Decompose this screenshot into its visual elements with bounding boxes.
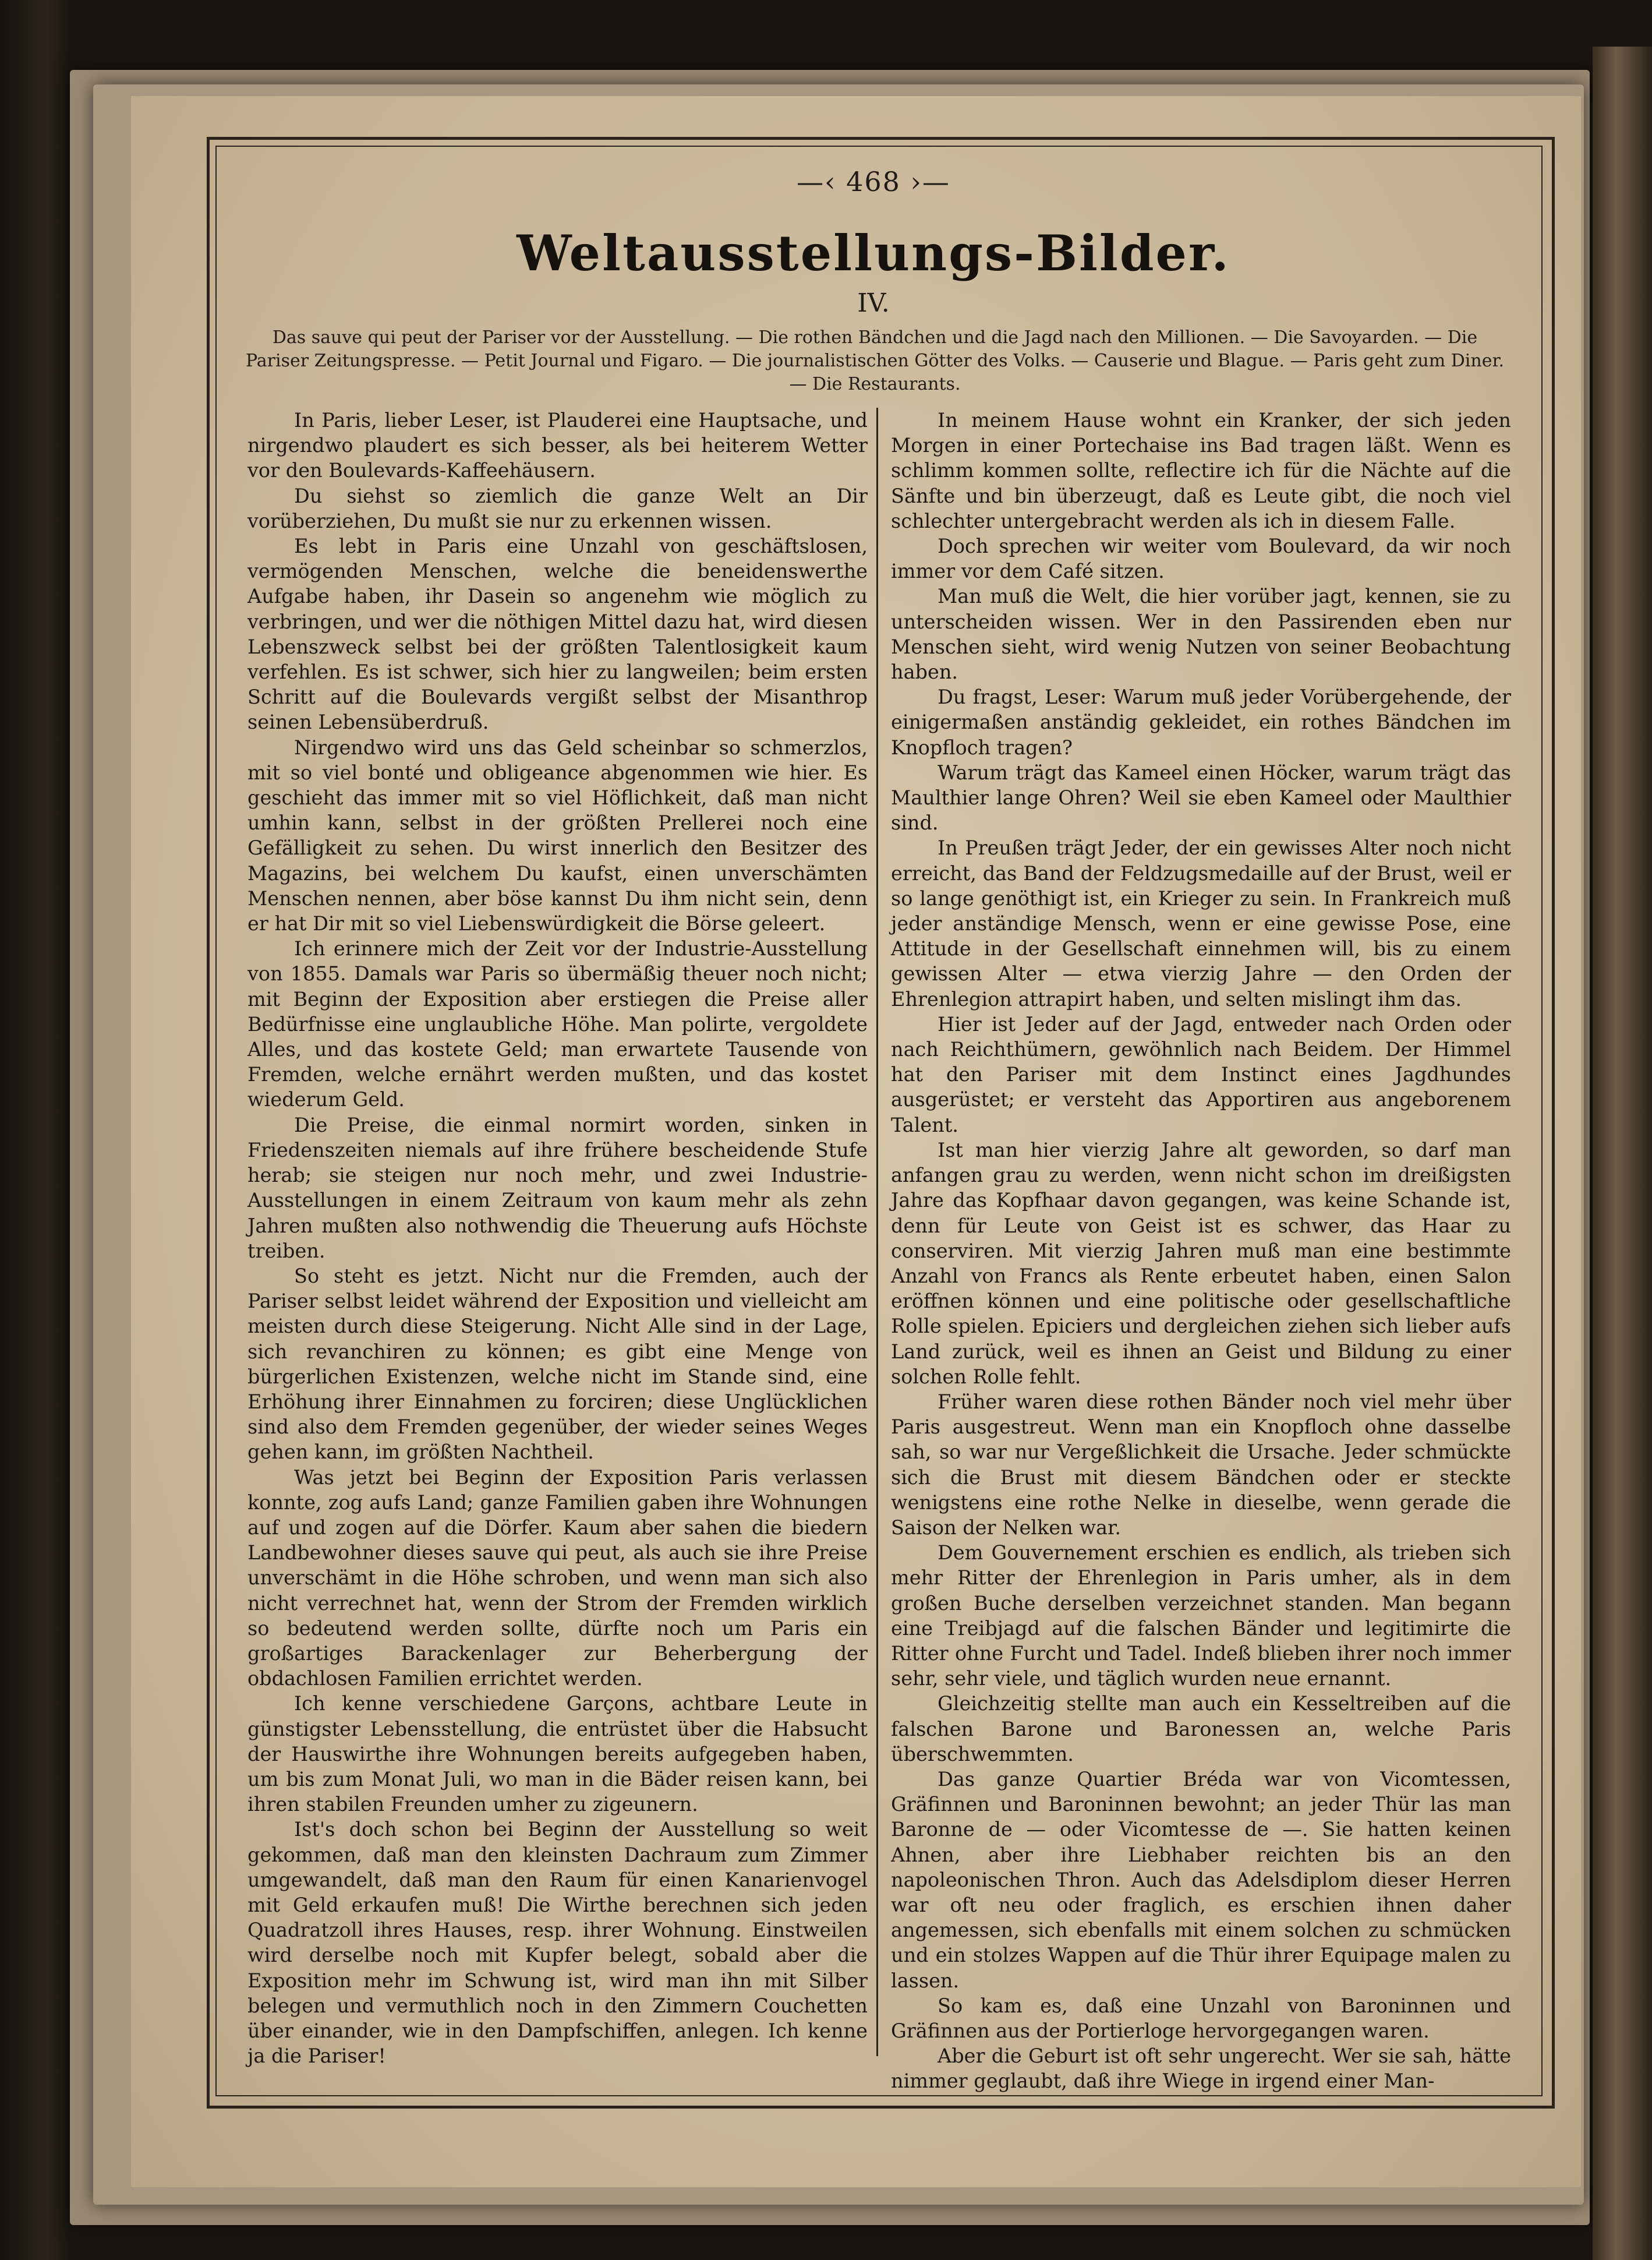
- paragraph: Das ganze Quartier Bréda war von Vicomtessen, Gräfinnen und Baroninnen bewohnt; an jeder Thür las man Baronne de — oder Vicomtesse de —. Sie hatten keinen Ahnen, aber ihre Liebhaber reichten bis an den napoleonischen Thron. Auch das Adelsdiplom dieser Herren war oft neu oder fraglich, es erschien ihnen daher angemessen, sich ebenfalls mit einem solchen zu schmücken und ein stolzes Wappen auf die Thür ihrer Equipage malen zu lassen.: [891, 1767, 1511, 1992]
- paragraph: So steht es jetzt. Nicht nur die Fremden, auch der Pariser selbst leidet während der Exposition und vielleicht am meisten durch diese Steigerung. Nicht Alle sind in der Lage, sich revanchiren zu können; es gibt eine Menge von bürgerlichen Existenzen, welche nicht im Stande sind, eine Erhöhung ihrer Einnahmen zu forciren; diese Unglücklichen sind also dem Fremden gegenüber, der wieder seines Weges gehen kann, im größten Nachtheil.: [247, 1264, 868, 1464]
- column-divider: [876, 408, 878, 2056]
- paragraph: So kam es, daß eine Unzahl von Baroninnen und Gräfinnen aus der Portierloge hervorgegangen waren.: [891, 1994, 1511, 2042]
- paragraph: Ist man hier vierzig Jahre alt geworden, so darf man anfangen grau zu werden, wenn nicht schon im dreißigsten Jahre das Kopfhaar davon gegangen, was keine Schande ist, denn für Leute von Geist ist es schwer, das Haar zu conserviren. Mit vierzig Jahren muß man eine bestimmte Anzahl von Francs als Rente erbeutet haben, einen Salon eröffnen können und eine politische oder gesellschaftliche Rolle spielen. Epiciers und dergleichen ziehen sich lieber aufs Land zurück, weil es ihnen an Geist und Bildung zu einer solchen Rolle fehlt.: [891, 1138, 1511, 1388]
- page-number: —‹ 468 ›—: [797, 166, 950, 197]
- paragraph: Nirgendwo wird uns das Geld scheinbar so schmerzlos, mit so viel bonté und obligeance abgenommen wie hier. Es geschieht das immer mit so viel Höflichkeit, daß man nicht umhin kann, selbst in der größten Prellerei noch eine Gefälligkeit zu sehen. Du wirst innerlich den Besitzer des Magazins, bei welchem Du kaufst, einen unverschämten Menschen nennen, aber böse kannst Du ihm nicht sein, denn er hat Dir mit so viel Liebenswürdigkeit die Börse geleert.: [247, 736, 868, 935]
- paragraph: Hier ist Jeder auf der Jagd, entweder nach Orden oder nach Reichthümern, gewöhnlich nach Beidem. Der Himmel hat den Pariser mit dem Instinct eines Jagdhundes ausgerüstet; er versteht das Apportiren aus angeborenem Talent.: [891, 1012, 1511, 1136]
- paragraph: Man muß die Welt, die hier vorüber jagt, kennen, sie zu unterscheiden wissen. Wer in den Passirenden eben nur Menschen sieht, wird wenig Nutzen von seiner Beobachtung haben.: [891, 585, 1511, 684]
- paragraph: Ich kenne verschiedene Garçons, achtbare Leute in günstigster Lebensstellung, die entrüstet über die Habsucht der Hauswirthe ihre Wohnungen bereits aufgegeben haben, um bis zum Monat Juli, wo man in die Bäder reisen kann, bei ihren stabilen Freunden umher zu zigeunern.: [247, 1692, 868, 1816]
- paragraph: In meinem Hause wohnt ein Kranker, der sich jeden Morgen in einer Portechaise ins Bad tragen läßt. Wenn es schlimm kommen sollte, reflectire ich für die Nächte auf die Sänfte und bin überzeugt, daß es Leute gibt, die noch viel schlechter untergebracht werden als ich in diesem Falle.: [891, 409, 1511, 532]
- paragraph: In Preußen trägt Jeder, der ein gewisses Alter noch nicht erreicht, das Band der Feldzugsmedaille auf der Brust, weil er so lange genöthigt ist, ein Krieger zu sein. In Frankreich muß jeder anständige Mensch, wenn er eine gewisse Pose, eine Attitude in der Gesellschaft einnehmen will, bis zu einem gewissen Alter — etwa vierzig Jahre — den Orden der Ehrenlegion attrapirt haben, und selten mislingt ihm das.: [891, 836, 1511, 1011]
- paragraph: Es lebt in Paris eine Unzahl von geschäftslosen, vermögenden Menschen, welche die beneidenswerthe Aufgabe haben, ihr Dasein so angenehm wie möglich zu verbringen, und wer die nöthigen Mittel dazu hat, wird diesen Lebenszweck selbst bei der größten Talentlosigkeit kaum verfehlen. Es ist schwer, sich hier zu langweilen; beim ersten Schritt auf die Boulevards vergißt selbst der Misanthrop seinen Lebensüberdruß.: [247, 535, 868, 734]
- paragraph: Ich erinnere mich der Zeit vor der Industrie-Ausstellung von 1855. Damals war Paris so übermäßig theuer noch nicht; mit Beginn der Exposition aber erstiegen die Preise aller Bedürfnisse eine unglaubliche Höhe. Man polirte, vergoldete Alles, und das kostete Geld; man erwartete Tausende von Fremden, welche ernährt werden mußten, und das kostet wiederum Geld.: [247, 937, 868, 1111]
- article-part: IV.: [857, 288, 890, 318]
- paragraph: In Paris, lieber Leser, ist Plauderei eine Hauptsache, und nirgendwo plaudert es sich besser, als bei heiterem Wetter vor den Boulevards-Kaffeehäusern.: [247, 409, 868, 482]
- paragraph: Die Preise, die einmal normirt worden, sinken in Friedenszeiten niemals auf ihre frühere bescheidende Stufe herab; sie steigen nur noch mehr, und zwei Industrie-Ausstellungen in einem Zeitraum von kaum mehr als zehn Jahren mußten also nothwendig die Theuerung aufs Höchste treiben.: [247, 1113, 868, 1262]
- paragraph: Dem Gouvernement erschien es endlich, als trieben sich mehr Ritter der Ehrenlegion in Paris umher, als in dem großen Buche derselben verzeichnet standen. Man begann eine Treibjagd auf die falschen Bänder und legitimirte die Ritter ohne Furcht und Tadel. Indeß blieben ihrer noch immer sehr, sehr viele, und täglich wurden neue ernannt.: [891, 1541, 1511, 1690]
- paragraph: Was jetzt bei Beginn der Exposition Paris verlassen konnte, zog aufs Land; ganze Familien gaben ihre Wohnungen auf und zogen auf die Dörfer. Kaum aber sahen die biedern Landbewohner dieses sauve qui peut, als auch sie ihre Preise unverschämt in die Höhe schroben, und wenn man sich also nicht verrechnet hat, wenn der Strom der Fremden wirklich so bedeutend werden sollte, dürfte noch um Paris ein großartiges Barackenlager zur Beherbergung der obdachlosen Familien errichtet werden.: [247, 1466, 868, 1690]
- paragraph: Du fragst, Leser: Warum muß jeder Vorübergehende, der einigermaßen anständig gekleidet, ein rothes Bändchen im Knopfloch tragen?: [891, 686, 1511, 759]
- paragraph: Doch sprechen wir weiter vom Boulevard, da wir noch immer vor dem Café sitzen.: [891, 535, 1511, 583]
- article-title: Weltausstellungs-Bilder.: [517, 224, 1230, 282]
- right-column: [891, 408, 1511, 2094]
- paragraph: Du siehst so ziemlich die ganze Welt an Dir vorüberziehen, Du mußt sie nur zu erkennen wissen.: [247, 484, 868, 532]
- paragraph: Gleichzeitig stellte man auch ein Kesseltreiben auf die falschen Barone und Baronessen an, welche Paris überschwemmten.: [891, 1692, 1511, 1765]
- paragraph: Ist's doch schon bei Beginn der Ausstellung so weit gekommen, daß man den kleinsten Dachraum zum Zimmer umgewandelt, daß man den Raum für einen Kanarienvogel mit Geld erkaufen muß! Die Wirthe berechnen sich jeden Quadratzoll ihres Hauses, resp. ihrer Wohnung. Einstweilen wird derselbe noch mit Kupfer belegt, sobald aber die Exposition mehr im Schwung ist, wird man ihn mit Silber belegen und vermuthlich noch in den Zimmern Couchetten über einander, wie in den Dampfschiffen, anlegen. Ich kenne ja die Pariser!: [247, 1818, 868, 2068]
- left-column: [247, 408, 868, 2068]
- article-summary: Das sauve qui peut der Pariser vor der Ausstellung. — Die rothen Bändchen und die Jagd nach den Millionen. — Die Savoyarden. — Die Pariser Zeitungspresse. — Petit Journal und Figaro. — Die journalistischen Götter des Volks. — Causerie und Blague. — Paris geht zum Diner. — Die Restaurants.: [245, 327, 1505, 394]
- paragraph: Aber die Geburt ist oft sehr ungerecht. Wer sie sah, hätte nimmer geglaubt, daß ihre Wiege in irgend einer Man-: [891, 2044, 1511, 2093]
- paragraph: Früher waren diese rothen Bänder noch viel mehr über Paris ausgestreut. Wenn man ein Knopfloch ohne dasselbe sah, so war nur Vergeßlichkeit die Ursache. Jeder schmückte sich die Brust mit diesem Bändchen oder er steckte wenigstens eine rothe Nelke in dieselbe, wenn gerade die Saison der Nelken war.: [891, 1390, 1511, 1539]
- paragraph: Warum trägt das Kameel einen Höcker, warum trägt das Maulthier lange Ohren? Weil sie eben Kameel oder Maulthier sind.: [891, 761, 1511, 835]
- book-spine-right: [1593, 47, 1652, 2260]
